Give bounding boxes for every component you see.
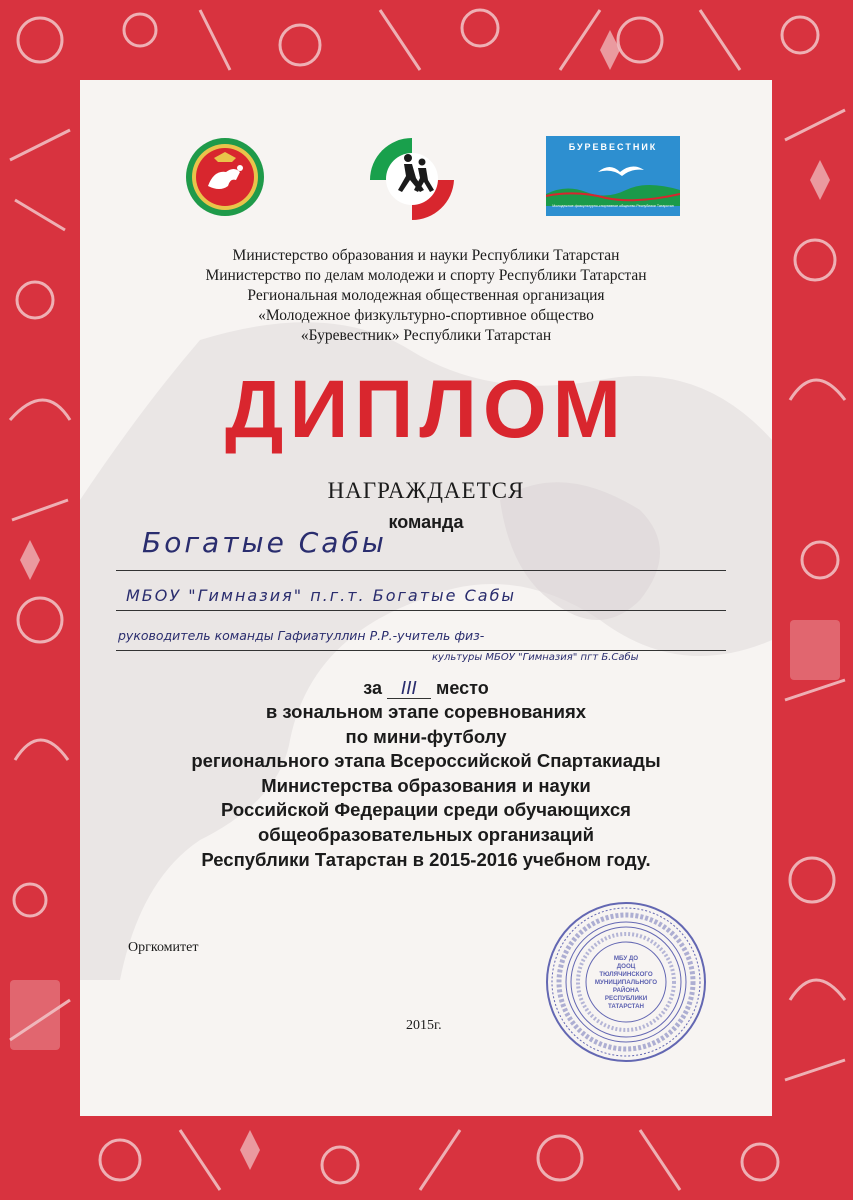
place-prefix: за <box>363 678 382 698</box>
handwritten-leader-line2: культуры МБОУ "Гимназия" пгт Б.Сабы <box>432 652 639 663</box>
organization-line: Региональная молодежная общественная организация <box>247 287 605 304</box>
tatarstan-coat-of-arms-logo <box>184 136 266 218</box>
handwritten-place-number: III <box>387 680 431 699</box>
stamp-center-line: ТАТАРСТАН <box>607 1003 645 1010</box>
organization-list <box>80 246 772 346</box>
runners-emblem-logo <box>366 134 458 224</box>
competition-line: регионального этапа Всероссийской Спартакиады <box>191 750 661 772</box>
burevestnik-logo-text: БУРЕВЕСТНИК <box>568 142 658 152</box>
awarded-heading: НАГРАЖДАЕТСЯ <box>327 478 525 503</box>
underline <box>116 610 726 611</box>
competition-line: Российской Федерации среди обучающихся <box>221 799 631 821</box>
seagull-icon <box>546 150 680 206</box>
diploma-title: ДИПЛОМ <box>225 364 627 455</box>
stamp-center-line: РАЙОНА <box>612 987 640 994</box>
team-label: команда <box>388 512 464 532</box>
competition-line: Республики Татарстан в 2015-2016 учебном году. <box>201 848 651 870</box>
handwritten-school: МБОУ "Гимназия" п.г.т. Богатые Сабы <box>126 586 517 605</box>
organization-line: «Буревестник» Республики Татарстан <box>300 327 552 344</box>
diploma-sheet <box>80 80 772 1116</box>
organization-line: Министерство по делам молодежи и спорту Республики Татарстан <box>205 267 647 284</box>
underline <box>116 570 726 571</box>
underline <box>116 650 726 651</box>
handwritten-leader-line1: руководитель команды Гафиатуллин Р.Р.-учитель физ- <box>118 628 485 643</box>
organizing-committee-label: Оргкомитет <box>128 940 199 955</box>
place-line <box>80 678 772 699</box>
stamp-center-line: МУНИЦИПАЛЬНОГО <box>594 979 658 986</box>
competition-line: общеобразовательных организаций <box>258 823 594 845</box>
stamp-center-line: МБУ ДО <box>613 955 639 962</box>
stamp-center-line: РЕСПУБЛИКИ <box>604 995 648 1002</box>
handwritten-team-name: Богатые Сабы <box>142 526 387 559</box>
competition-line: по мини-футболу <box>345 725 507 747</box>
organization-line: Министерство образования и науки Республики Татарстан <box>232 247 620 264</box>
competition-line: Министерства образования и науки <box>261 774 591 796</box>
competition-line: в зональном этапе соревнованиях <box>265 701 587 722</box>
place-suffix: место <box>436 678 489 698</box>
stamp-center-line: ТЮЛЯЧИНСКОГО <box>599 971 653 978</box>
organization-line: «Молодежное физкультурно-спортивное общество <box>258 307 594 324</box>
competition-description <box>80 700 772 872</box>
issue-year: 2015г. <box>406 1018 442 1033</box>
official-stamp <box>544 900 708 1064</box>
burevestnik-logo-subtitle: Молодежное физкультурно-спортивное общество Республики Татарстан <box>552 204 674 208</box>
stamp-center-line: ДООЦ <box>616 963 636 970</box>
burevestnik-logo <box>546 136 680 216</box>
